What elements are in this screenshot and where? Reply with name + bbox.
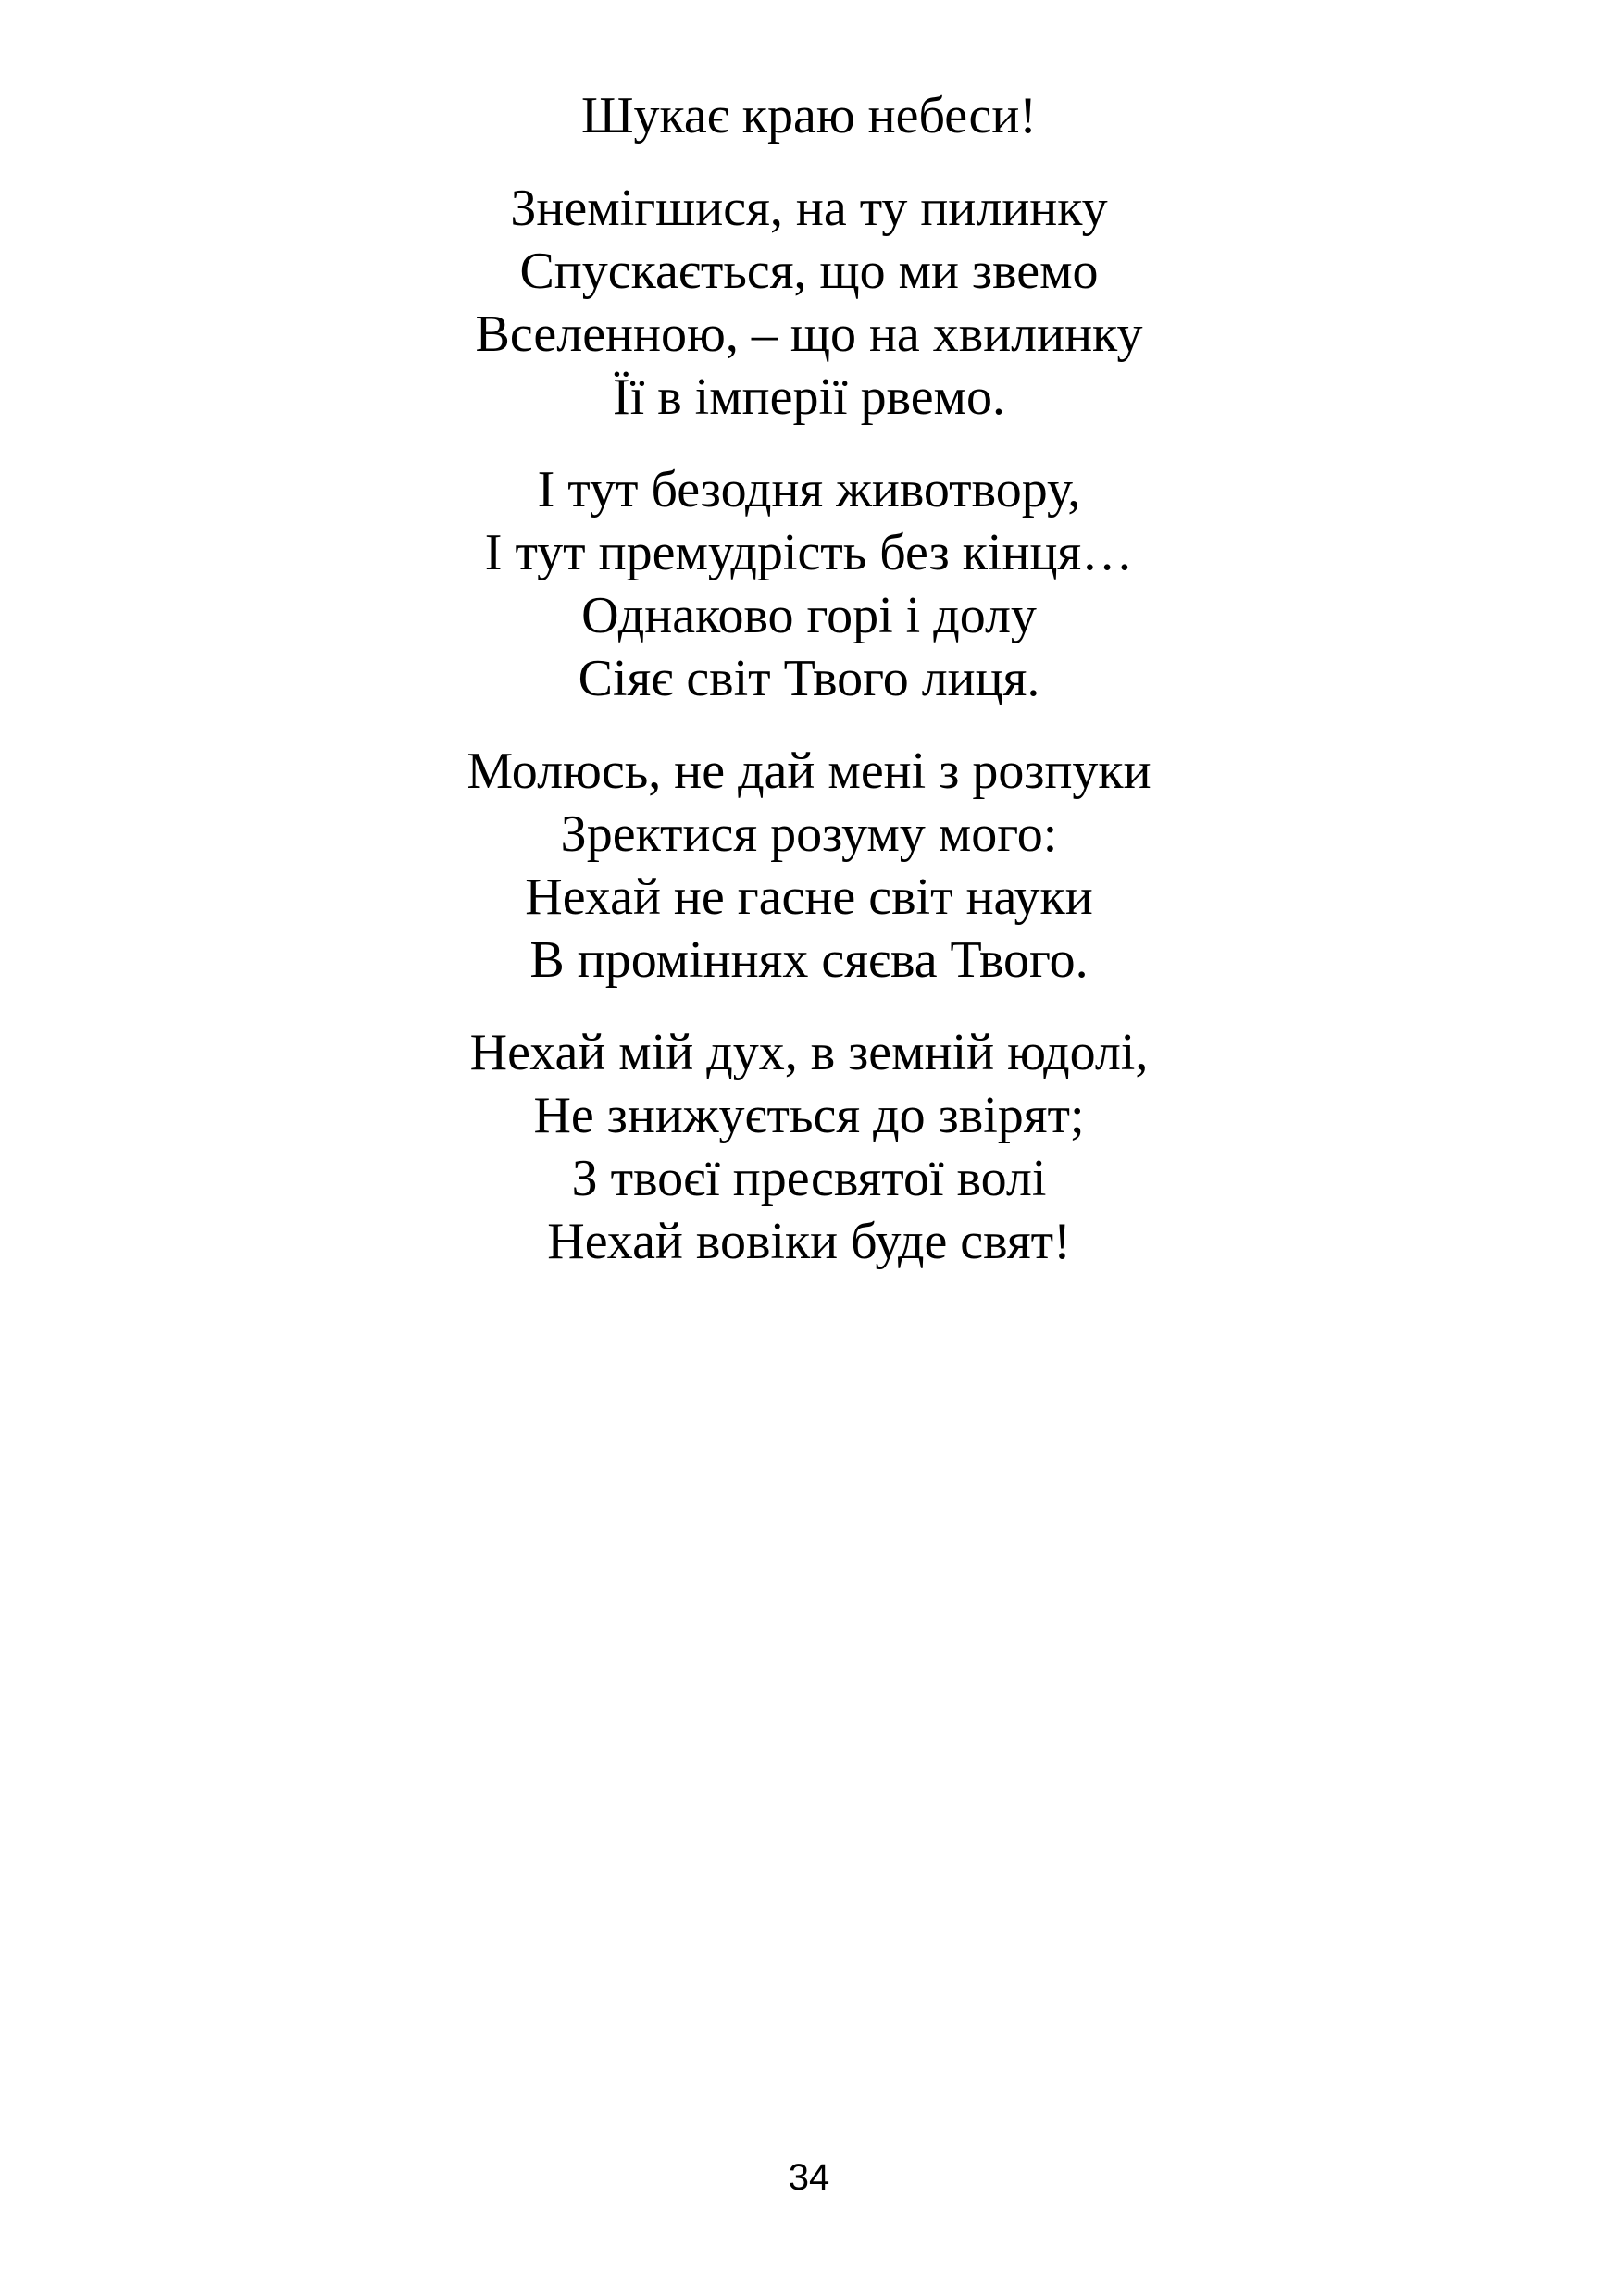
poem-line: І тут премудрість без кінця… xyxy=(484,524,1134,581)
poem-line: Молюсь, не дай мені з розпуки xyxy=(467,742,1151,800)
stanza xyxy=(0,177,1618,429)
stanza xyxy=(0,1021,1618,1273)
stanza xyxy=(0,84,1618,147)
stanza xyxy=(0,458,1618,710)
poem-text xyxy=(0,84,1618,1303)
poem-line: Однаково горі і долу xyxy=(581,587,1037,644)
poem-line: Спускається, що ми звемо xyxy=(519,243,1099,300)
poem-line: Сіяє світ Твого лиця. xyxy=(578,650,1040,707)
poem-line: В проміннях сяєва Твого. xyxy=(529,931,1089,989)
poem-line: З твоєї пресвятої волі xyxy=(571,1150,1047,1207)
poem-line: Нехай не гасне світ науки xyxy=(525,868,1093,926)
stanza xyxy=(0,740,1618,992)
poem-line: Нехай вовіки буде свят! xyxy=(547,1213,1071,1270)
page-number: 34 xyxy=(788,2157,830,2198)
poem-line: Нехай мій дух, в земній юдолі, xyxy=(469,1024,1149,1081)
poem-line: Зректися розуму мого: xyxy=(560,805,1058,863)
poem-line: І тут безодня животвору, xyxy=(537,461,1081,518)
poem-line: Знемігшися, на ту пилинку xyxy=(510,180,1108,237)
poem-line: Не знижується до звірят; xyxy=(533,1087,1085,1144)
poem-line: Шукає краю небеси! xyxy=(581,87,1037,144)
poem-line: Її в імперії рвемо. xyxy=(613,368,1005,426)
poem-line: Вселенною, – що на хвилинку xyxy=(475,306,1143,363)
